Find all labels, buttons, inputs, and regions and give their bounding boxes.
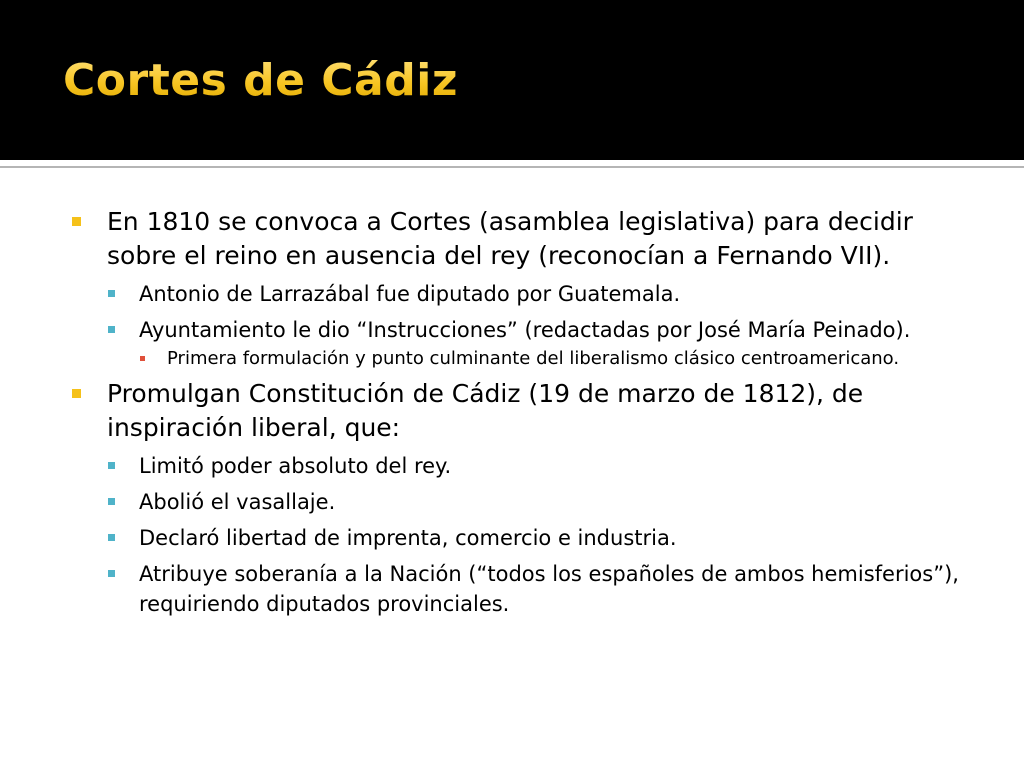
square-bullet-icon (108, 498, 115, 505)
sub-bullet-item (107, 451, 970, 481)
bullet-list (70, 205, 970, 619)
square-bullet-icon (108, 462, 115, 469)
bullet-text: Promulgan Constitución de Cádiz (19 de marzo de 1812), de inspiración liberal, que: (107, 379, 864, 442)
square-bullet-icon (108, 534, 115, 541)
sub-bullet-text: Abolió el vasallaje. (139, 490, 336, 514)
square-bullet-icon (108, 326, 115, 333)
sub-bullet-item (107, 315, 970, 371)
sub-bullet-item (107, 487, 970, 517)
title-bar (0, 0, 1024, 160)
sub-bullet-text: Limitó poder absoluto del rey. (139, 454, 452, 478)
sub-bullet-list (107, 279, 970, 371)
bullet-text: En 1810 se convoca a Cortes (asamblea legislativa) para decidir sobre el reino en ausencia del rey (reconocían a Fernando VII). (107, 207, 913, 270)
sub-bullet-text: Atribuye soberanía a la Nación (“todos los españoles de ambos hemisferios”), requiriendo diputados provinciales. (139, 562, 959, 616)
slide-title: Cortes de Cádiz (63, 55, 458, 106)
sub-bullet-text: Ayuntamiento le dio “Instrucciones” (redactadas por José María Peinado). (139, 318, 911, 342)
square-bullet-icon (140, 356, 145, 361)
square-bullet-icon (108, 290, 115, 297)
sub-bullet-list (107, 451, 970, 619)
square-bullet-icon (72, 217, 81, 226)
sub-bullet-text: Antonio de Larrazábal fue diputado por Guatemala. (139, 282, 681, 306)
sub-bullet-item (107, 279, 970, 309)
sub-sub-bullet-text: Primera formulación y punto culminante del liberalismo clásico centroamericano. (167, 348, 900, 369)
slide-body (70, 205, 970, 625)
bullet-item (70, 377, 970, 619)
sub-bullet-item (107, 559, 970, 619)
sub-sub-bullet-item (139, 347, 970, 371)
square-bullet-icon (108, 570, 115, 577)
title-divider (0, 160, 1024, 165)
square-bullet-icon (72, 389, 81, 398)
sub-bullet-text: Declaró libertad de imprenta, comercio e industria. (139, 526, 677, 550)
title-divider-line (0, 166, 1024, 168)
bullet-item (70, 205, 970, 371)
sub-sub-bullet-list (139, 347, 970, 371)
sub-bullet-item (107, 523, 970, 553)
